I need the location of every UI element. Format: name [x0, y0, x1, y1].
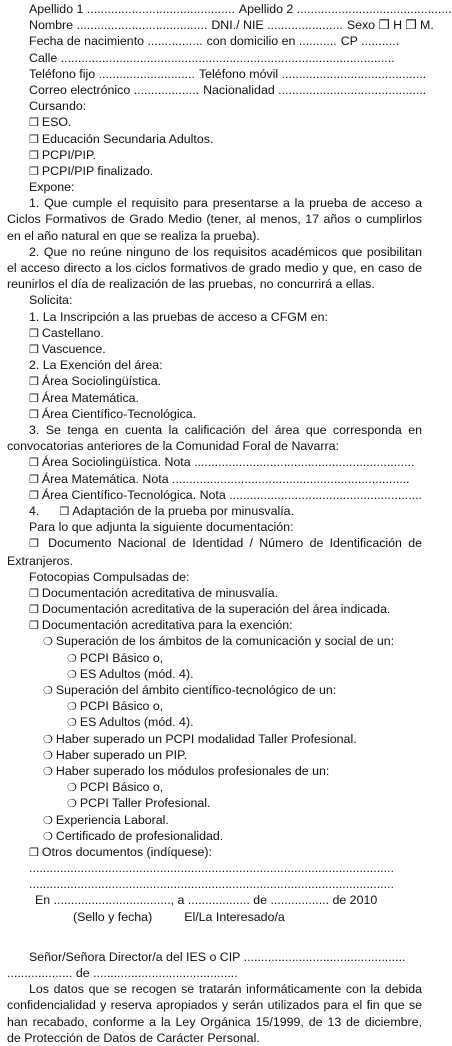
exencion-option[interactable] — [7, 731, 422, 747]
option-label: ESO. — [41, 115, 72, 130]
radio-circle-icon[interactable]: ❍ — [43, 749, 53, 762]
option-label: ES Adultos (mód. 4). — [79, 715, 194, 730]
option-label: Área Matemática. — [41, 390, 139, 405]
radio-circle-icon[interactable]: ❍ — [67, 717, 77, 730]
option-label: Castellano. — [41, 325, 104, 340]
expone-paragraph-1: 1. Que cumple el requisito para presentarse a la prueba de acceso a Ciclos Formativos de Grado Medio (tener, al menos, 17 años o cumplirlos en el año natural en que se realiza la prueba). — [7, 196, 422, 243]
checkbox-icon[interactable]: ❒ — [29, 344, 39, 357]
correo-field[interactable]: Correo electrónico ................... — [29, 82, 200, 97]
solicita-heading: Solicita: — [29, 293, 73, 308]
checkbox-icon[interactable]: ❒ — [29, 473, 39, 486]
spacer — [7, 925, 422, 949]
otros-option[interactable] — [7, 844, 422, 860]
checkbox-icon[interactable]: ❒ — [29, 587, 39, 600]
doc-option[interactable] — [7, 585, 422, 601]
doc-option[interactable] — [7, 617, 422, 633]
checkbox-icon[interactable]: ❒ — [29, 133, 39, 146]
solicita-item-3: 3. Se tenga en cuenta la calificación del área que corresponda en convocatorias anteriores de la Comunidad Foral de Navarra: — [7, 422, 422, 454]
checkbox-icon[interactable]: ❒ — [29, 165, 39, 178]
otros-line[interactable]: .......................................................................................................... — [29, 861, 394, 876]
option-label: PCPI/PIP. — [41, 147, 97, 162]
cp-field[interactable]: CP ........... — [340, 34, 400, 49]
solicita-item-4[interactable] — [7, 503, 422, 519]
radio-circle-icon[interactable]: ❍ — [43, 685, 53, 698]
interesado-label: El/La Interesado/a — [184, 909, 285, 924]
firma-row — [7, 909, 422, 925]
idioma-option[interactable] — [7, 325, 422, 341]
solicita-item-2: 2. La Exención del área: — [29, 358, 163, 373]
option-label: Superación de los ámbitos de la comunicación y social de un: — [55, 634, 395, 649]
checkbox-icon[interactable]: ❒ — [29, 149, 39, 162]
exencion-suboption[interactable] — [7, 779, 422, 795]
checkbox-icon[interactable]: ❒ — [29, 117, 39, 130]
dni-doc-option[interactable] — [7, 535, 422, 568]
nombre-field[interactable]: Nombre ...................................... — [29, 18, 208, 33]
domicilio-field[interactable]: con domicilio en ........... — [206, 34, 337, 49]
radio-circle-icon[interactable]: ❍ — [43, 765, 53, 778]
option-label: Haber superado los módulos profesionales de un: — [55, 763, 330, 778]
checkbox-icon[interactable]: ❒ — [29, 538, 39, 551]
radio-circle-icon[interactable]: ❍ — [43, 636, 53, 649]
lugar-fecha-line[interactable]: En .................................., a .................. de ................. de 2010 — [35, 893, 378, 908]
exencion-suboption[interactable] — [7, 698, 422, 714]
exencion-option[interactable] — [7, 763, 422, 779]
fecha-nacimiento-field[interactable]: Fecha de nacimiento ................ — [29, 34, 203, 49]
fotocopias-heading: Fotocopias Compulsadas de: — [29, 569, 190, 584]
doc-option[interactable] — [7, 601, 422, 617]
radio-circle-icon[interactable]: ❍ — [43, 830, 53, 843]
option-label: PCPI Taller Profesional. — [79, 796, 211, 811]
cursando-heading: Cursando: — [29, 99, 87, 114]
exencion-option[interactable] — [7, 747, 422, 763]
area-option[interactable] — [7, 390, 422, 406]
exencion-suboption[interactable] — [7, 714, 422, 730]
nota-option[interactable] — [7, 471, 422, 487]
apellido1-field[interactable]: Apellido 1 ........................................... — [29, 2, 235, 16]
option-label: Documentación acreditativa de minusvalía. — [41, 585, 279, 600]
option-label: Haber superado un PCPI modalidad Taller Profesional. — [55, 731, 357, 746]
solicita-item-1: 1. La Inscripción a las pruebas de acceso a CFGM en: — [29, 309, 328, 324]
nota-field[interactable]: Área Sociolingüística. Nota ................................................................ — [41, 455, 415, 470]
exencion-option[interactable] — [7, 633, 422, 649]
option-label: Otros documentos (indíquese): — [41, 844, 212, 859]
checkbox-icon[interactable]: ❒ — [29, 376, 39, 389]
cursando-option[interactable] — [7, 114, 422, 130]
apellido2-field[interactable]: Apellido 2 ............................................. — [238, 2, 452, 16]
telefono-movil-field[interactable]: Teléfono móvil .......................................... — [198, 66, 427, 81]
checkbox-icon[interactable]: ❒ — [29, 620, 39, 633]
cursando-option[interactable] — [7, 163, 422, 179]
option-label: Documentación acreditativa para la exención: — [41, 618, 293, 633]
row-nacimiento — [7, 33, 422, 49]
checkbox-icon[interactable]: ❒ — [29, 327, 39, 340]
radio-circle-icon[interactable]: ❍ — [67, 798, 77, 811]
nacionalidad-field[interactable]: Nacionalidad ........................................... — [203, 82, 427, 97]
item-number: 4. — [29, 503, 40, 518]
option-label: PCPI Básico o, — [79, 780, 164, 795]
checkbox-icon[interactable]: ❒ — [29, 489, 39, 502]
exencion-suboption[interactable] — [7, 666, 422, 682]
option-label: Vascuence. — [41, 342, 106, 357]
exencion-option[interactable] — [7, 812, 422, 828]
idioma-option[interactable] — [7, 341, 422, 357]
nota-option[interactable] — [7, 487, 422, 503]
radio-circle-icon[interactable]: ❍ — [43, 733, 53, 746]
option-label: Adaptación de la prueba por minusvalía. — [72, 503, 295, 518]
row-apellidos — [7, 1, 452, 17]
exencion-suboption[interactable] — [7, 650, 422, 666]
radio-circle-icon[interactable]: ❍ — [67, 652, 77, 665]
nota-field[interactable]: Área Matemática. Nota ..................................................................... — [41, 471, 410, 486]
sello-label: (Sello y fecha) — [73, 909, 153, 924]
dni-field[interactable]: DNI./ NIE ...................... — [211, 18, 343, 33]
cursando-option[interactable] — [7, 147, 422, 163]
de-line[interactable]: ................... de .......................................... — [7, 966, 238, 981]
option-label: Educación Secundaria Adultos. — [41, 131, 214, 146]
legal-notice: Los datos que se recogen se tratarán informáticamente con la debida confidencialidad y reserva apropiados y serán utilizados para el fin que se han recabado, conforme a la Ley Orgánica 15/1999, de 13 de diciembre, de Protección de Datos de Carácter Personal. — [7, 982, 422, 1045]
option-label: Superación del ámbito científico-tecnológico de un: — [55, 683, 337, 698]
radio-circle-icon[interactable]: ❍ — [67, 782, 77, 795]
option-label: PCPI Básico o, — [79, 650, 164, 665]
sexo-field[interactable]: Sexo ❒ H ❒ M. — [346, 18, 434, 33]
option-label: Haber superado un PIP. — [55, 747, 188, 762]
option-label: PCPI Básico o, — [79, 699, 164, 714]
option-label: Documentación acreditativa de la superación del área indicada. — [41, 602, 391, 617]
row-telefonos — [7, 66, 427, 82]
exencion-suboption[interactable] — [7, 795, 422, 811]
area-option[interactable] — [7, 406, 422, 422]
otros-line[interactable]: .......................................................................................................... — [29, 877, 394, 892]
nota-option[interactable] — [7, 454, 422, 470]
director-line[interactable]: Señor/Señora Director/a del IES o CIP ............................................... — [29, 949, 406, 964]
option-label: ES Adultos (mód. 4). — [79, 666, 194, 681]
option-label: Área Sociolingüística. — [41, 374, 162, 389]
option-label: Documento Nacional de Identidad / Número de Identificación de Extranjeros. — [7, 536, 422, 568]
option-label: Área Científico-Tecnológica. — [41, 406, 197, 421]
row-nombre — [7, 17, 434, 33]
exencion-option[interactable] — [7, 682, 422, 698]
exencion-option[interactable] — [7, 828, 422, 844]
option-label: Certificado de profesionalidad. — [55, 828, 224, 843]
calle-field[interactable]: Calle ................................................................................................. — [29, 50, 395, 65]
checkbox-icon[interactable]: ❒ — [29, 846, 39, 859]
nota-field[interactable]: Área Científico-Tecnológica. Nota ........................................................ — [41, 487, 422, 502]
option-label: PCPI/PIP finalizado. — [41, 163, 154, 178]
option-label: Experiencia Laboral. — [55, 812, 169, 827]
checkbox-icon[interactable]: ❒ — [29, 604, 39, 617]
area-option[interactable] — [7, 373, 422, 389]
radio-circle-icon[interactable]: ❍ — [67, 668, 77, 681]
telefono-fijo-field[interactable]: Teléfono fijo ............................ — [29, 66, 195, 81]
expone-paragraph-2: 2. Que no reúne ninguno de los requisitos académicos que posibilitan el acceso directo a los ciclos formativos de grado medio y que, en caso de reunirlos el día de realización de las pruebas, no concurrirá a ellas. — [7, 244, 422, 292]
checkbox-icon[interactable]: ❒ — [29, 392, 39, 405]
checkbox-icon[interactable]: ❒ — [29, 457, 39, 470]
checkbox-icon[interactable]: ❒ — [59, 505, 70, 518]
row-correo — [7, 82, 427, 98]
checkbox-icon[interactable]: ❒ — [29, 408, 39, 421]
cursando-option[interactable] — [7, 131, 422, 147]
documentacion-intro: Para lo que adjunta la siguiente documentación: — [29, 520, 294, 535]
radio-circle-icon[interactable]: ❍ — [43, 814, 53, 827]
expone-heading: Expone: — [29, 180, 75, 195]
radio-circle-icon[interactable]: ❍ — [67, 701, 77, 714]
